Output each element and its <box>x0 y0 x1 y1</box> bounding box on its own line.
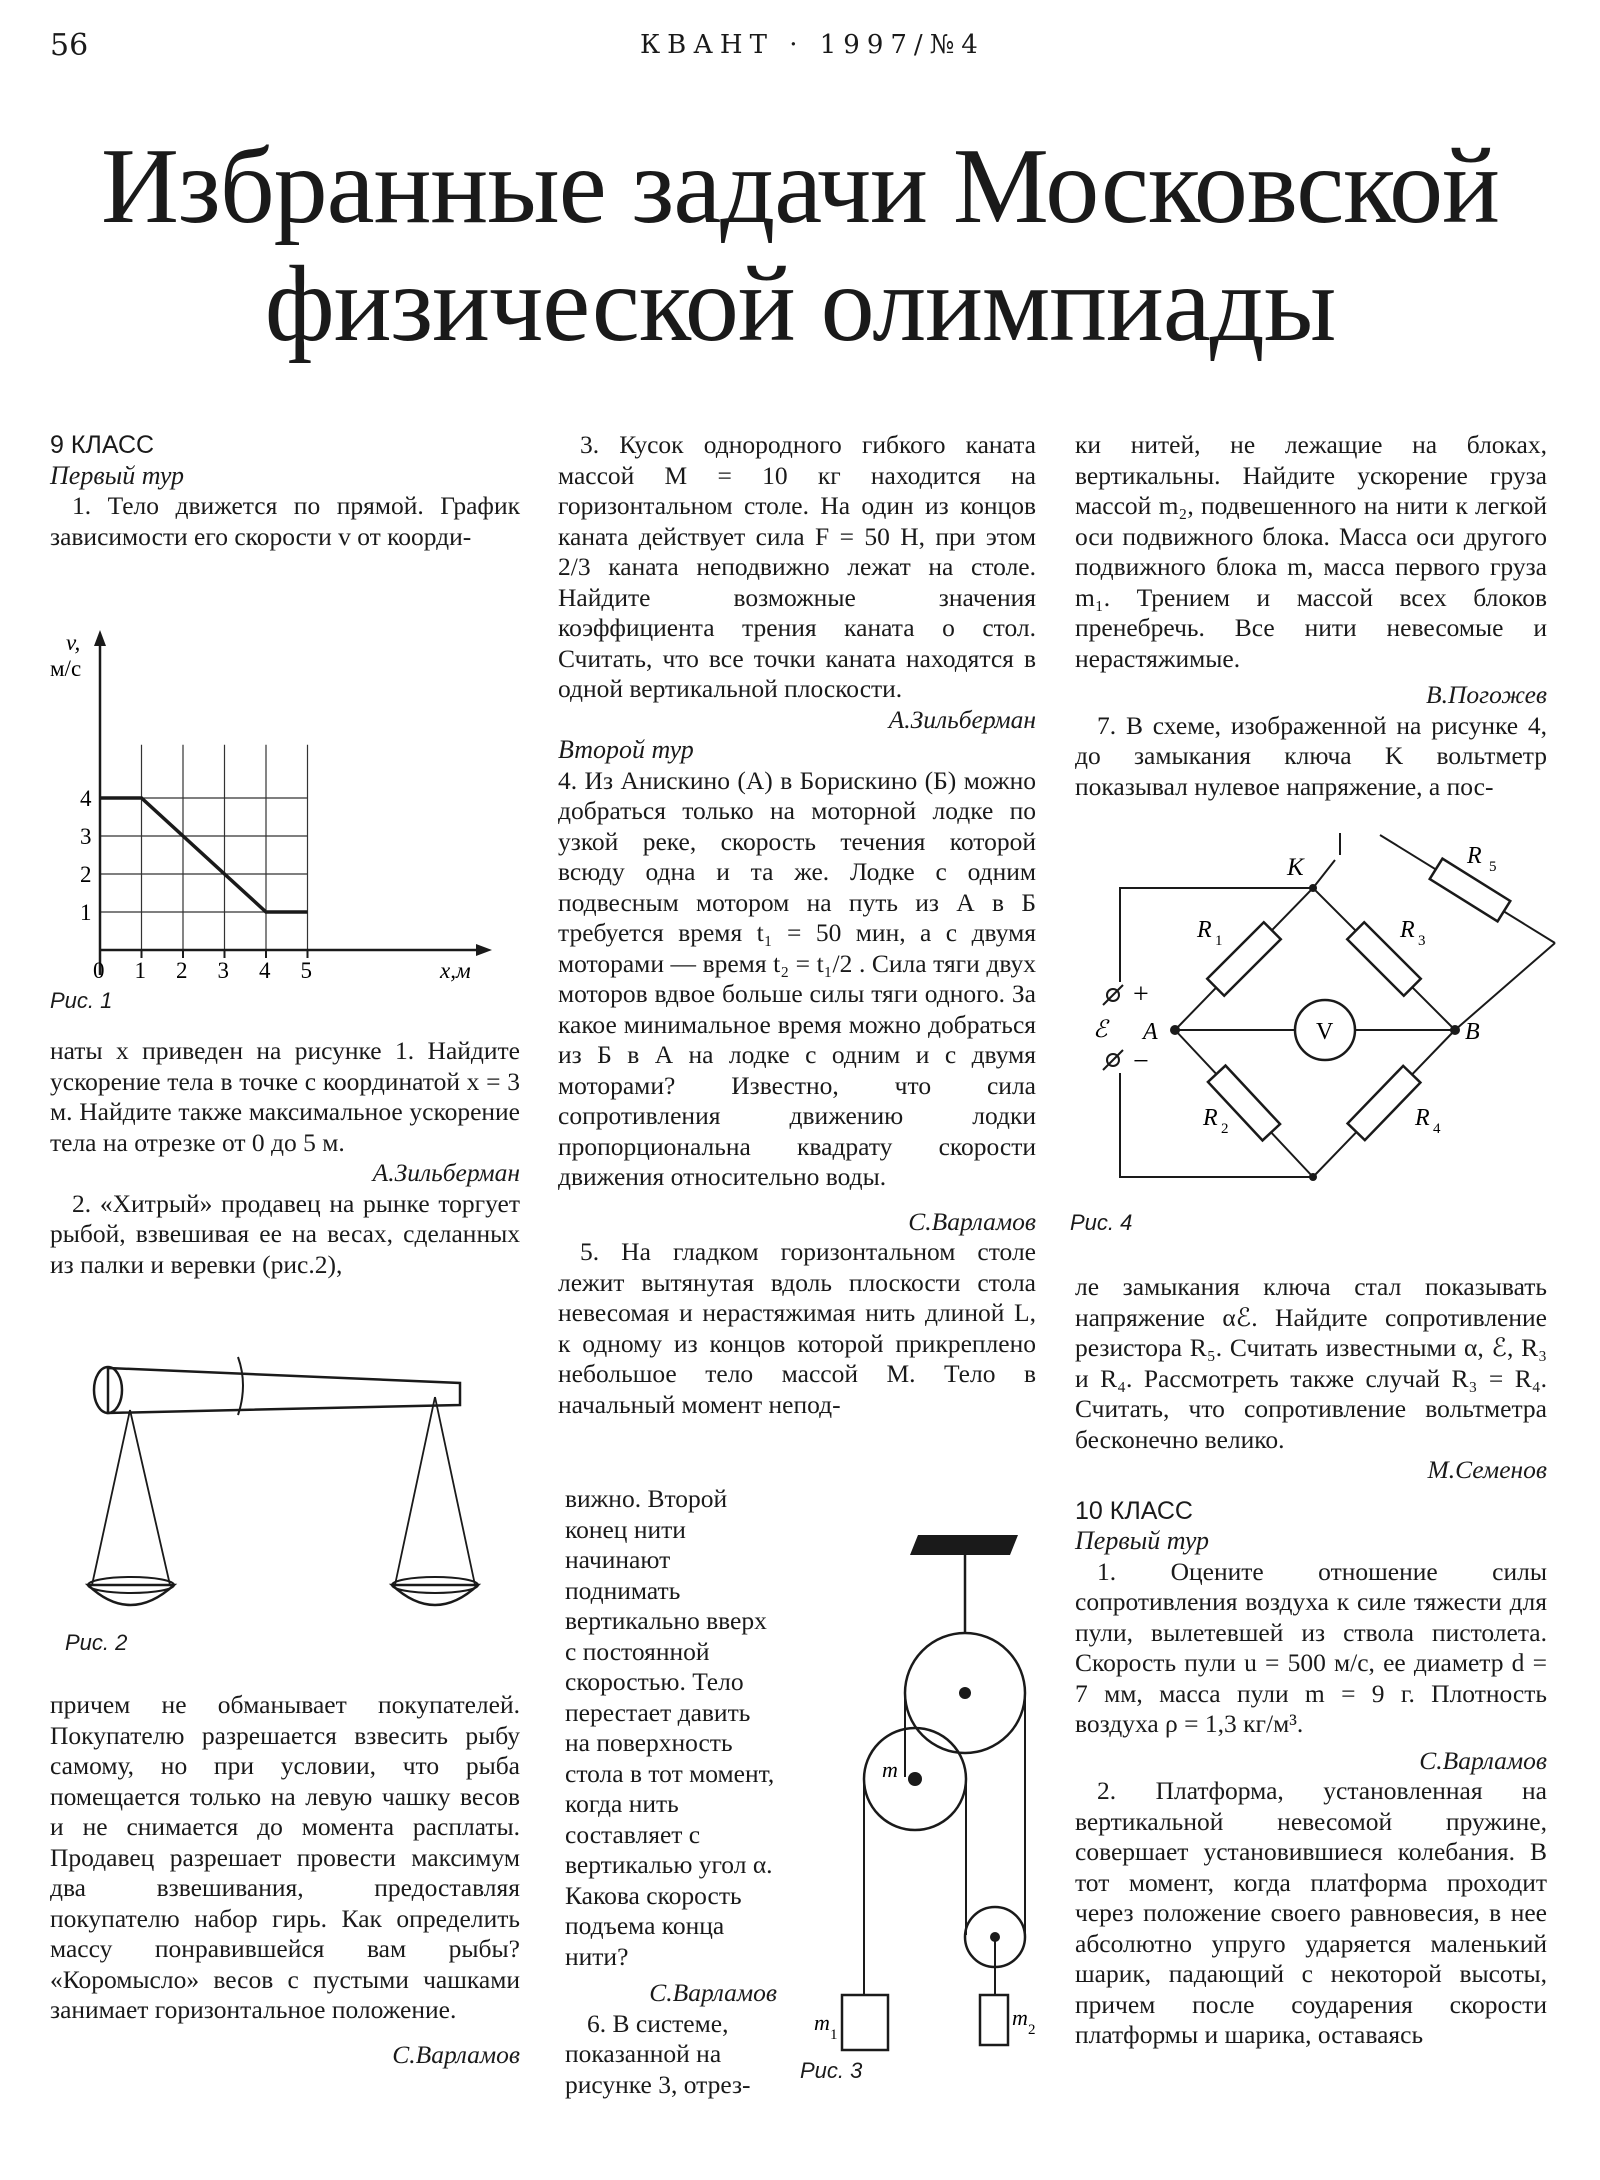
label-b: B <box>1465 1019 1480 1045</box>
x-tick-label: 2 <box>176 958 188 983</box>
label-m2: m <box>1012 2005 1028 2030</box>
node-bottom <box>1309 1173 1317 1181</box>
problem-5-author: С.Варламов <box>649 1978 777 2007</box>
label-m1-sub: 1 <box>830 2027 838 2043</box>
hanging-rope <box>238 1357 243 1415</box>
label-r2: R <box>1203 1105 1218 1131</box>
left-string-2 <box>130 1410 170 1585</box>
column-2 <box>558 430 1036 1420</box>
figure-1-graph <box>40 620 510 990</box>
x-tick-label: 1 <box>134 958 146 983</box>
left-string-1 <box>92 1410 130 1585</box>
figure-3-caption: Рис. 3 <box>800 2058 863 2083</box>
mass-m2-box <box>980 1995 1008 2045</box>
problem-4-author: С.Варламов <box>908 1206 1036 1236</box>
mass-m1-box <box>842 1995 888 2050</box>
column-1 <box>50 430 520 552</box>
y-axis-label: v, <box>66 630 81 655</box>
y-tick-label: 1 <box>80 900 92 925</box>
article-title <box>0 128 1600 364</box>
y-tick-label: 2 <box>80 862 92 887</box>
problem-1-text-a: 1. Тело движется по прямой. График зависимости его скорости v от коорди- <box>50 491 520 551</box>
svg-text:2: 2 <box>1221 1121 1229 1137</box>
problem-4-text: 4. Из Анискино (А) в Борискино (Б) можно добраться только на моторной лодке по узкой реке, скорость течения которой всюду одна и та же. Лодке с одним подвесным мотором на путь из А в Б требуется время t₁ = 50 мин, а с двумя моторами — время t₂ = t₁/2 . Сила тяги двух моторов вдвое больше силы тяги одного. За какое минимальное время можно добраться из Б в А на лодке с одним и с двумя моторами? Известно, что сила сопротивления движению лодки пропорциональна квадрату скорости движения относительно воды. <box>558 765 1036 1191</box>
velocity-line <box>100 798 308 912</box>
svg-text:1: 1 <box>1215 933 1223 949</box>
title-line-2: физической олимпиады <box>264 245 1336 364</box>
figure-1-caption: Рис. 1 <box>50 988 113 1013</box>
label-r4: R <box>1415 1105 1430 1131</box>
figure-4-circuit <box>1085 825 1560 1205</box>
node-a <box>1170 1025 1180 1035</box>
label-r1: R <box>1197 917 1212 943</box>
key-wire <box>1313 860 1335 888</box>
label-emf: ℰ <box>1093 1017 1108 1043</box>
svg-text:5: 5 <box>1489 859 1497 875</box>
label-m1: m <box>814 2010 830 2035</box>
voltmeter-label: V <box>1316 1019 1334 1045</box>
stick <box>108 1368 460 1413</box>
figure-2-caption: Рис. 2 <box>65 1630 128 1655</box>
label-m: m <box>882 1757 898 1782</box>
y-axis-unit: м/с <box>50 656 82 681</box>
problem-10-1-text: 1. Оцените отношение силы сопротивления воздуха к силе тяжести для пули, вылетевшей из ствола пистолета. Скорость пули u = 500 м/с, ее диаметр d = 7 мм, масса пули m = 9 г. Плотность воздуха ρ = 1,3 кг/м³. <box>1075 1556 1547 1738</box>
node-b <box>1450 1025 1460 1035</box>
problem-5-text-b: вижно. Второй конец нити начинают поднимать вертикально вверх с постоянной скоростью. Тело перестает давить на поверхность стола в тот момент, когда нить составляет с вертикалью угол α. Какова скорость подъема конца нити? <box>565 1484 775 1971</box>
y-axis-arrow <box>94 630 106 646</box>
problem-2-author: С.Варламов <box>392 2039 520 2069</box>
problem-7-author: М.Семенов <box>1427 1455 1547 1484</box>
problem-1-text-b: наты x приведен на рисунке 1. Найдите ускорение тела в точке с координатой x = 3 м. Найдите также максимальное ускорение тела на отрезке от 0 до 5 м. <box>50 1036 520 1157</box>
label-r5: R <box>1467 843 1482 869</box>
problem-7-text-a: 7. В схеме, изображенной на рисунке 4, до замыкания ключа K вольтметр показывал нулевое напряжение, а пос- <box>1075 710 1547 801</box>
wire-r5-b <box>1455 943 1555 1030</box>
x-tick-labels <box>93 950 312 983</box>
resistor-r2 <box>1208 1066 1280 1141</box>
x-tick-label: 5 <box>300 958 312 983</box>
figure-4-caption: Рис. 4 <box>1070 1210 1133 1235</box>
problem-3-author: А.Зильберман <box>888 704 1036 734</box>
problem-6-text: 6. В системе, показанной на рисунке 3, отрез- <box>565 2008 751 2099</box>
left-pan <box>88 1585 174 1605</box>
resistor-r4 <box>1348 1066 1421 1140</box>
right-string-2 <box>435 1397 475 1585</box>
label-plus: + <box>1133 979 1149 1010</box>
movable-pulley-m-axle <box>908 1772 922 1786</box>
problem-7-text-b: ле замыкания ключа стал показывать напряжение αℰ. Найдите сопротивление резистора R₅. Считать известными α, ℰ, R₃ и R₄. Рассмотреть также случай R₃ = R₄. Считать, что сопротивление вольтметра бесконечно велико. <box>1075 1272 1547 1454</box>
problem-6-text-cont: ки нитей, не лежащие на блоках, вертикальны. Найдите ускорение груза массой m₂, подвешенного на нити к легкой оси подвижного блока. Масса оси другого подвижного блока m, масса первого груза m₁. Трением и массой всех блоков пренебречь. Все нити невесомые и нерастяжимые. <box>1075 430 1547 673</box>
column-3-continued <box>1075 1272 1547 2051</box>
section-heading-10: 10 КЛАСС <box>1075 1496 1193 1525</box>
column-1-continued <box>50 1036 520 1280</box>
problem-6-author: В.Погожев <box>1426 680 1547 709</box>
y-tick-label: 4 <box>80 786 92 811</box>
y-tick-label: 3 <box>80 824 92 849</box>
svg-text:4: 4 <box>1433 1121 1441 1137</box>
x-tick-label: 0 <box>93 958 105 983</box>
figure-3-pulleys <box>800 1525 1050 2065</box>
label-r3: R <box>1400 917 1415 943</box>
label-a: A <box>1143 1019 1158 1045</box>
second-tour-heading: Второй тур <box>558 735 694 764</box>
x-axis-arrow <box>476 944 492 956</box>
problem-1-author: А.Зильберман <box>372 1158 520 1187</box>
page-number: 56 <box>50 28 89 63</box>
column-2-narrow <box>565 1484 777 2100</box>
problem-2-text-b: причем не обманывает покупателей. Покупателю разрешается взвесить рыбу самому, но при условии, что рыба помещается только на левую чашку весов и не снимается до момента расплаты. Продавец разрешает провести максимум два взвешивания, предоставляя покупателю набор гирь. Как определить массу понравившейся вам рыбы? «Коромысло» весов с пустыми чашками занимает горизонтальное положение. <box>50 1690 520 2024</box>
problem-10-1-author: С.Варламов <box>1419 1745 1547 1775</box>
x-tick-label: 4 <box>259 958 271 983</box>
x-axis-label: x,м <box>440 958 471 983</box>
label-k: K <box>1287 854 1304 881</box>
problem-10-2-text: 2. Платформа, установленная на вертикальной невесомой пружине, совершает установившиеся колебания. В тот момент, когда платформа проходит через положение своего равновесия, в нее абсолютно упруго ударяется маленький шарик, падающий с некоторой высоты, причем после соударения скорости платформы и шарика, оставаясь <box>1075 1776 1547 2049</box>
graph-grid <box>100 745 308 950</box>
figure-2-scales <box>80 1355 500 1625</box>
column-3 <box>1075 430 1547 802</box>
x-tick-label: 3 <box>217 958 229 983</box>
problem-3-text: 3. Кусок однородного гибкого каната массой M = 10 кг находится на горизонтальном столе. На один из концов каната действует сила F = 50 Н, при этом 2/3 каната неподвижно лежат на столе. Найдите возможные значения коэффициента трения каната о стол. Считать, что все точки каната находятся в одной вертикальной плоскости. <box>558 430 1036 703</box>
fixed-pulley-axle <box>959 1687 971 1699</box>
label-m2-sub: 2 <box>1028 2022 1036 2038</box>
right-string-1 <box>395 1397 435 1585</box>
section-heading-9: 9 КЛАСС <box>50 431 155 459</box>
column-1-bottom <box>50 1690 520 2070</box>
tour-heading: Первый тур <box>50 460 185 490</box>
magazine-header: КВАНТ · 1997/№4 <box>640 30 985 60</box>
problem-5-text-a: 5. На гладком горизонтальном столе лежит вытянутая вдоль плоскости стола невесомая и нерастяжимая нить длиной L, к одному из концов которой прикреплено небольшое тело массой M. Тело в начальный момент непод- <box>558 1237 1036 1419</box>
label-minus: − <box>1133 1046 1149 1077</box>
ceiling-mount <box>910 1535 1018 1555</box>
svg-text:3: 3 <box>1418 933 1426 949</box>
node-top <box>1309 884 1317 892</box>
right-pan <box>392 1585 478 1605</box>
title-line-1: Избранные задачи Московской <box>101 127 1499 246</box>
tour-heading-10: Первый тур <box>1075 1526 1210 1555</box>
y-tick-labels <box>80 786 92 925</box>
problem-2-text-a: 2. «Хитрый» продавец на рынке торгует рыбой, взвешивая ее на весах, сделанных из палки и веревки (рис.2), <box>50 1188 520 1279</box>
